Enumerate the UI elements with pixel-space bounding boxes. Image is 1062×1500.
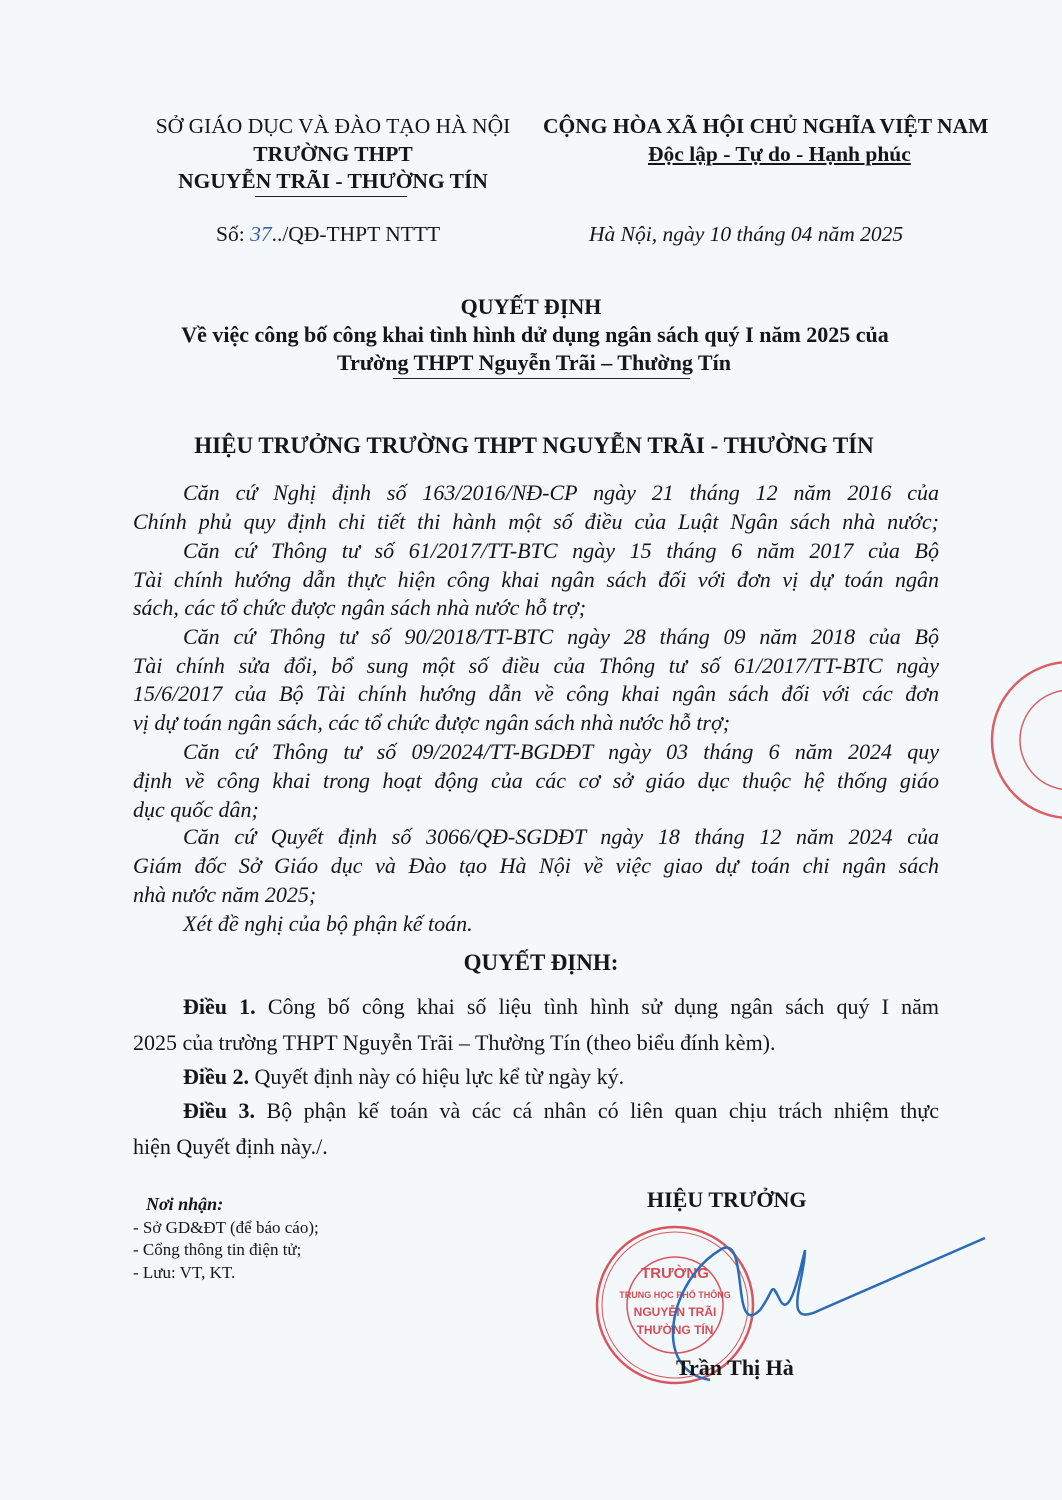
preamble-line: Tài chính hướng dẫn thực hiện công khai ngân sách đối với đơn vị dự toán ngân	[133, 567, 939, 592]
issuing-authority: HIỆU TRƯỞNG TRƯỜNG THPT NGUYỄN TRÃI - THƯỜNG TÍN	[194, 433, 874, 458]
article-2	[183, 1064, 939, 1090]
preamble-line: Căn cứ Thông tư số 90/2018/TT-BTC ngày 28 tháng 09 năm 2018 của Bộ	[183, 624, 939, 649]
article-text: Bộ phận kế toán và các cá nhân có liên quan chịu trách nhiệm thực	[255, 1098, 939, 1123]
official-stamp	[590, 1220, 1010, 1390]
handwritten-number: 37	[250, 222, 272, 246]
svg-text:THƯỜNG TÍN: THƯỜNG TÍN	[636, 1323, 714, 1337]
article-label: Điều 1.	[183, 994, 256, 1019]
school-type: TRƯỜNG THPT	[253, 142, 413, 166]
recipient-item: - Cổng thông tin điện tử;	[133, 1240, 302, 1259]
preamble-line: Căn cứ Thông tư số 61/2017/TT-BTC ngày 15 tháng 6 năm 2017 của Bộ	[183, 538, 939, 563]
preamble-line: định về công khai trong hoạt động của các cơ sở giáo dục thuộc hệ thống giáo	[133, 768, 939, 793]
document-date: Hà Nội, ngày 10 tháng 04 năm 2025	[589, 222, 904, 246]
signatory-title: HIỆU TRƯỞNG	[647, 1187, 807, 1212]
decision-heading: QUYẾT ĐỊNH:	[463, 950, 619, 975]
number-prefix: Số:	[216, 222, 251, 246]
article-text: Công bố công khai số liệu tình hình sử dụng ngân sách quý I năm	[255, 994, 939, 1019]
divider	[255, 196, 407, 197]
svg-text:NGUYỄN TRÃI: NGUYỄN TRÃI	[633, 1305, 717, 1319]
preamble-line: Chính phủ quy định chi tiết thi hành một số điều của Luật Ngân sách nhà nước;	[133, 509, 939, 534]
subject-line-1: Về việc công bố công khai tình hình dử dụng ngân sách quý I năm 2025 của	[181, 322, 889, 347]
preamble-line: 15/6/2017 của Bộ Tài chính hướng dẫn về công khai ngân sách đối với các đơn	[133, 681, 939, 706]
motto: Độc lập - Tự do - Hạnh phúc	[648, 142, 911, 166]
preamble-line: Căn cứ Quyết định số 3066/QĐ-SGDĐT ngày 18 tháng 12 năm 2024 của	[183, 824, 939, 849]
preamble-line: nhà nước năm 2025;	[133, 882, 317, 907]
article-1-cont: 2025 của trường THPT Nguyễn Trãi – Thường Tín (theo biểu đính kèm).	[133, 1030, 776, 1055]
recipients-heading: Nơi nhận:	[146, 1194, 224, 1214]
preamble-line: Xét đề nghị của bộ phận kế toán.	[183, 911, 473, 936]
preamble-line: Căn cứ Nghị định số 163/2016/NĐ-CP ngày 21 tháng 12 năm 2016 của	[183, 480, 939, 505]
country-name: CỘNG HÒA XÃ HỘI CHỦ NGHĨA VIỆT NAM	[543, 114, 989, 138]
divider	[393, 378, 690, 379]
subject-line-2: Trường THPT Nguyễn Trãi – Thường Tín	[337, 350, 731, 375]
recipient-item: - Lưu: VT, KT.	[133, 1263, 236, 1282]
preamble-line: Căn cứ Thông tư số 09/2024/TT-BGDĐT ngày 03 tháng 6 năm 2024 quy	[183, 739, 939, 764]
article-1	[183, 994, 939, 1020]
preamble-line: sách, các tổ chức được ngân sách nhà nước hỗ trợ;	[133, 595, 587, 620]
svg-text:TRƯỜNG: TRƯỜNG	[641, 1265, 709, 1282]
svg-text:TRUNG HỌC PHỔ THÔNG: TRUNG HỌC PHỔ THÔNG	[619, 1290, 731, 1300]
recipient-item: - Sở GD&ĐT (để báo cáo);	[133, 1218, 319, 1237]
preamble-line: dục quốc dân;	[133, 797, 259, 822]
ministry-name: SỞ GIÁO DỤC VÀ ĐÀO TẠO HÀ NỘI	[155, 114, 511, 138]
preamble-line: Tài chính sửa đổi, bổ sung một số điều của Thông tư số 61/2017/TT-BTC ngày	[133, 653, 939, 678]
article-label: Điều 2.	[183, 1064, 249, 1089]
document-title: QUYẾT ĐỊNH	[460, 294, 602, 319]
signatory-name: Trần Thị Hà	[676, 1355, 794, 1380]
document-number	[216, 222, 440, 247]
preamble-line: vị dự toán ngân sách, các tổ chức được ngân sách nhà nước hỗ trợ;	[133, 710, 731, 735]
preamble-line: Giám đốc Sở Giáo dục và Đào tạo Hà Nội về việc giao dự toán chi ngân sách	[133, 853, 939, 878]
article-3	[183, 1098, 939, 1124]
number-suffix: ../QĐ-THPT NTTT	[271, 222, 441, 246]
article-text: Quyết định này có hiệu lực kể từ ngày ký.	[249, 1064, 625, 1089]
side-stamp-icon	[990, 655, 1062, 825]
article-label: Điều 3.	[183, 1098, 255, 1123]
school-name: NGUYỄN TRÃI - THƯỜNG TÍN	[178, 169, 488, 193]
article-3-cont: hiện Quyết định này./.	[133, 1134, 328, 1159]
